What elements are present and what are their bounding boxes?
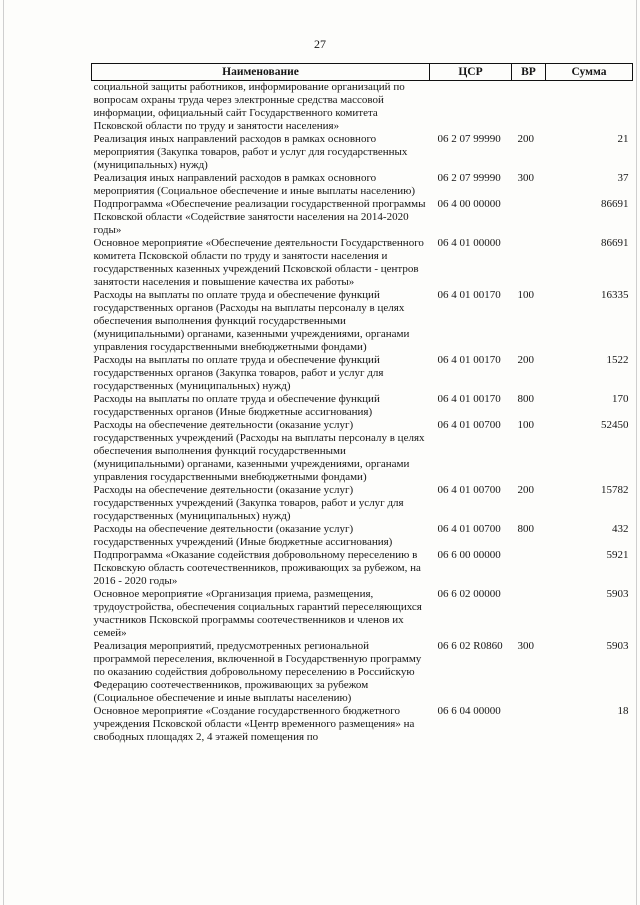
row-name-cell: Расходы на выплаты по оплате труда и обеспечение функций государственных органов (Расходы на выплаты персоналу в целях обеспечения выполнения функций государственными (муниципальными) органами, казенными учреждениями, органами управления государственными внебюджетными фондами) [93, 289, 410, 353]
table-row [92, 289, 633, 354]
row-csr-cell: 06 6 02 R0860 [437, 640, 503, 652]
row-csr-cell: 06 4 01 00700 [437, 523, 501, 535]
row-sum-cell: 15782 [601, 484, 629, 496]
table-row [92, 393, 633, 419]
row-csr-cell: 06 2 07 99990 [437, 172, 501, 184]
row-name-cell: Подпрограмма «Оказание содействия добровольному переселению в Псковскую область соотечественников, проживающих за рубежом, на 2016 - 2020 годы» [93, 549, 421, 587]
header-vr: ВР [512, 64, 546, 81]
row-vr-cell: 300 [517, 640, 534, 652]
row-name-cell: Расходы на выплаты по оплате труда и обеспечение функций государственных органов (Закупка товаров, работ и услуг для государственных (муниципальных) нужд) [93, 354, 384, 392]
row-sum-cell: 432 [612, 523, 629, 535]
row-sum-cell: 5921 [606, 549, 629, 561]
row-sum-cell: 5903 [606, 588, 629, 600]
table-row [92, 237, 633, 289]
row-csr-cell: 06 6 04 00000 [437, 705, 501, 717]
row-csr-cell: 06 4 01 00700 [437, 484, 501, 496]
row-sum-cell: 52450 [601, 419, 629, 431]
scan-right-edge [636, 0, 637, 905]
row-sum-cell: 18 [617, 705, 629, 717]
table-row [92, 81, 633, 134]
row-vr-cell [512, 237, 546, 289]
row-name-cell: Расходы на обеспечение деятельности (оказание услуг) государственных учреждений (Расходы на выплаты персоналу в целях обеспечения выполнения функций государственными (муниципальными) органами, казенными учреждениями, органами управления государственными внебюджетными фондами) [93, 419, 425, 483]
header-name: Наименование [92, 64, 430, 81]
row-vr-cell: 800 [517, 393, 534, 405]
row-vr-cell [512, 588, 546, 640]
table-row [92, 640, 633, 705]
row-csr-cell: 06 4 01 00170 [437, 354, 501, 366]
row-name-cell: Основное мероприятие «Обеспечение деятельности Государственного комитета Псковской области по труду и занятости населения и государственных казенных учреждений Псковской области - центров занятости населения и повышение качества их работы» [93, 237, 424, 288]
row-csr-cell: 06 4 01 00000 [437, 237, 501, 249]
row-csr-cell: 06 6 02 00000 [437, 588, 501, 600]
table-row [92, 354, 633, 393]
row-sum-cell: 86691 [601, 198, 629, 210]
row-vr-cell [512, 198, 546, 237]
row-vr-cell: 200 [517, 133, 534, 145]
row-csr-cell: 06 4 00 00000 [437, 198, 501, 210]
table-header-row [92, 64, 633, 81]
table-row [92, 172, 633, 198]
row-sum-cell: 16335 [601, 289, 629, 301]
scan-left-edge [3, 0, 4, 905]
budget-table [91, 63, 633, 744]
row-sum-cell: 170 [612, 393, 629, 405]
row-name-cell: Реализация иных направлений расходов в рамках основного мероприятия (Закупка товаров, работ и услуг для государственных (муниципальных) нужд) [93, 133, 408, 171]
row-csr-cell [430, 81, 512, 134]
row-vr-cell: 200 [517, 484, 534, 496]
page-number: 27 [314, 37, 326, 51]
table-row [92, 133, 633, 172]
table-row [92, 419, 633, 484]
row-sum-cell: 86691 [601, 237, 629, 249]
row-name-cell: Основное мероприятие «Организация приема, размещения, трудоустройства, обеспечения социальных гарантий переселяющихся участников Псковской программы соотечественников и членов их семей» [93, 588, 422, 639]
row-vr-cell [512, 81, 546, 134]
row-csr-cell: 06 4 01 00170 [437, 393, 501, 405]
row-name-cell: социальной защиты работников, информирование организаций по вопросам охраны труда через электронные средства массовой информации, официальный сайт Государственного комитета Псковской области по труду и занятости населения» [93, 81, 405, 132]
row-name-cell: Расходы на обеспечение деятельности (оказание услуг) государственных учреждений (Закупка товаров, работ и услуг для государственных (муниципальных) нужд) [93, 484, 404, 522]
row-vr-cell: 200 [517, 354, 534, 366]
row-vr-cell [512, 705, 546, 744]
row-vr-cell: 300 [517, 172, 534, 184]
row-vr-cell: 100 [517, 419, 534, 431]
table-row [92, 588, 633, 640]
table-row [92, 198, 633, 237]
row-name-cell: Расходы на обеспечение деятельности (оказание услуг) государственных учреждений (Иные бюджетные ассигнования) [93, 523, 393, 548]
row-vr-cell: 800 [517, 523, 534, 535]
row-name-cell: Подпрограмма «Обеспечение реализации государственной программы Псковской области «Содействие занятости населения на 2014-2020 годы» [93, 198, 426, 236]
table-row [92, 705, 633, 744]
row-vr-cell [512, 549, 546, 588]
table-row [92, 549, 633, 588]
row-csr-cell: 06 4 01 00170 [437, 289, 501, 301]
row-sum-cell [546, 81, 633, 134]
row-name-cell: Реализация иных направлений расходов в рамках основного мероприятия (Социальное обеспечение и иные выплаты населению) [93, 172, 416, 197]
row-sum-cell: 1522 [606, 354, 629, 366]
row-sum-cell: 37 [617, 172, 629, 184]
header-sum: Сумма [546, 64, 633, 81]
row-name-cell: Основное мероприятие «Создание государственного бюджетного учреждения Псковской области «Центр временного размещения» на свободных площадях 2, 4 этажей помещения по [93, 705, 415, 743]
row-csr-cell: 06 2 07 99990 [437, 133, 501, 145]
row-csr-cell: 06 4 01 00700 [437, 419, 501, 431]
row-sum-cell: 5903 [606, 640, 629, 652]
header-csr: ЦСР [430, 64, 512, 81]
row-sum-cell: 21 [617, 133, 629, 145]
row-name-cell: Реализация мероприятий, предусмотренных региональной программой переселения, включенной в Государственную программу по оказанию содействия добровольному переселению в Российскую Федерацию соотечественников, проживающих за рубежом (Социальное обеспечение и иные выплаты населению) [93, 640, 422, 704]
table-row [92, 523, 633, 549]
table-body [92, 81, 633, 745]
row-name-cell: Расходы на выплаты по оплате труда и обеспечение функций государственных органов (Иные бюджетные ассигнования) [93, 393, 380, 418]
table-row [92, 484, 633, 523]
row-vr-cell: 100 [517, 289, 534, 301]
row-csr-cell: 06 6 00 00000 [437, 549, 501, 561]
